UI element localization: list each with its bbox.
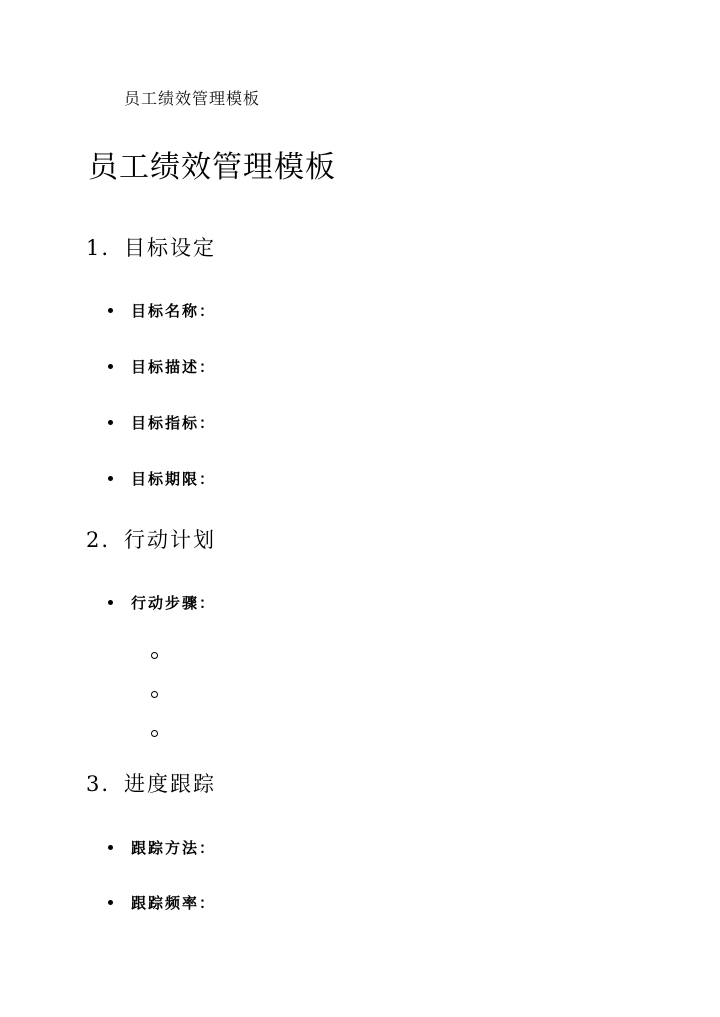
sub-bullet-circle-icon <box>151 652 158 659</box>
sub-bullet-circle-icon <box>151 730 158 737</box>
bullet-dot-icon <box>108 420 113 425</box>
section-heading-goal-setting <box>86 232 216 262</box>
page-header: 员工绩效管理模板 <box>124 89 261 108</box>
list-item <box>108 356 216 377</box>
field-label-tracking-method: 跟踪方法： <box>131 839 217 857</box>
section-title: 目标设定 <box>124 236 217 260</box>
field-label-goal-deadline: 目标期限： <box>131 470 217 488</box>
field-label-goal-name: 目标名称： <box>131 302 217 320</box>
list-item <box>108 592 216 613</box>
field-label-goal-description: 目标描述： <box>131 358 217 376</box>
field-label-tracking-frequency: 跟踪频率： <box>131 894 217 912</box>
list-item <box>108 300 216 321</box>
list-item <box>108 837 216 858</box>
bullet-dot-icon <box>108 476 113 481</box>
section-heading-action-plan <box>86 524 216 554</box>
bullet-dot-icon <box>108 845 113 850</box>
section-title: 行动计划 <box>124 528 217 552</box>
section-number: 3. <box>86 772 111 796</box>
bullet-dot-icon <box>108 600 113 605</box>
list-item <box>108 892 216 913</box>
section-number: 1. <box>86 236 111 260</box>
field-label-goal-metric: 目标指标： <box>131 414 217 432</box>
section-number: 2. <box>86 528 111 552</box>
section-title: 进度跟踪 <box>124 772 217 796</box>
list-item <box>108 412 216 433</box>
bullet-dot-icon <box>108 364 113 369</box>
bullet-dot-icon <box>108 900 113 905</box>
sub-bullet-circle-icon <box>151 691 158 698</box>
field-label-action-steps: 行动步骤： <box>131 594 217 612</box>
bullet-dot-icon <box>108 308 113 313</box>
section-heading-progress-tracking <box>86 768 216 798</box>
document-title: 员工绩效管理模板 <box>88 150 336 185</box>
list-item <box>108 468 216 489</box>
